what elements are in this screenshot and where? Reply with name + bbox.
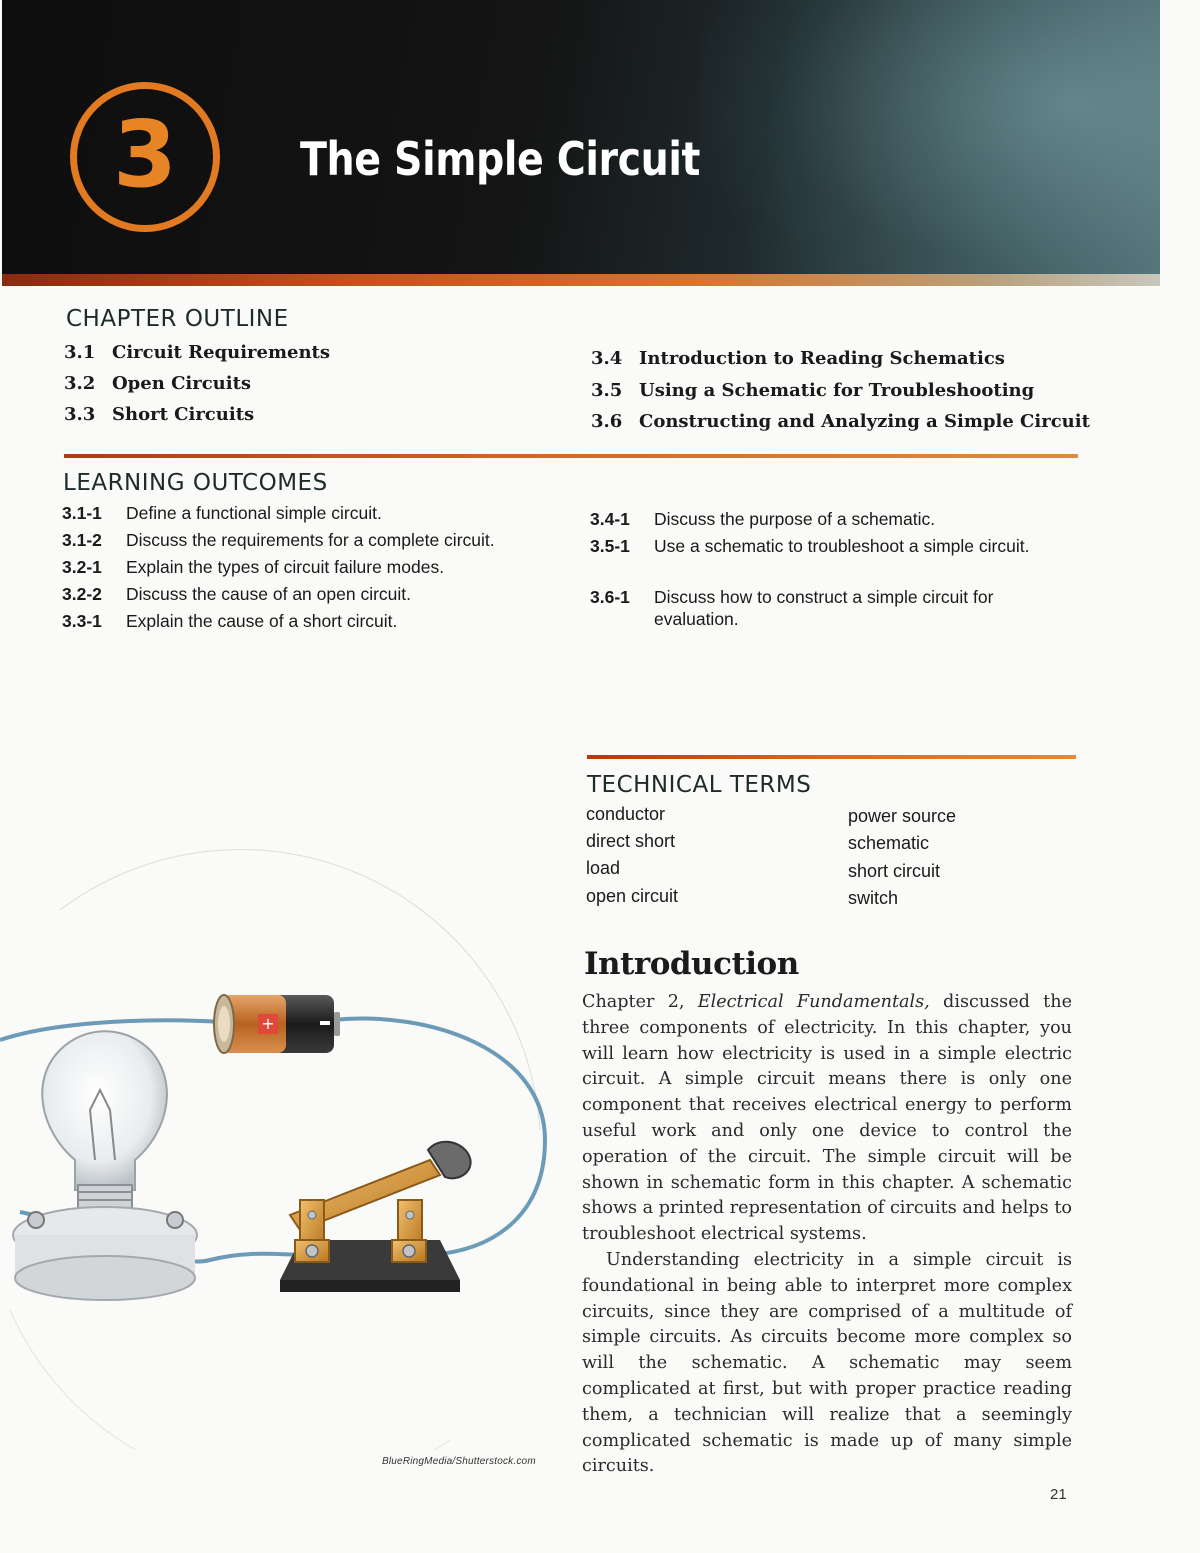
outcome-num: 3.3-1 bbox=[62, 611, 102, 631]
outline-heading: CHAPTER OUTLINE bbox=[66, 306, 289, 332]
term: switch bbox=[848, 888, 899, 908]
outcome-item bbox=[590, 586, 1040, 630]
banner-glow bbox=[700, 0, 1160, 280]
outcome-item bbox=[62, 556, 562, 578]
outcomes-heading: LEARNING OUTCOMES bbox=[63, 470, 328, 496]
outcome-text: Explain the cause of a short circuit. bbox=[126, 611, 398, 631]
outline-item bbox=[64, 373, 251, 394]
image-credit: BlueRingMedia/Shutterstock.com bbox=[382, 1456, 536, 1467]
outcome-item bbox=[590, 508, 1030, 530]
outcome-num: 3.6-1 bbox=[590, 587, 630, 607]
term: direct short bbox=[586, 831, 676, 851]
outline-item bbox=[591, 411, 1090, 432]
outcome-item bbox=[62, 610, 562, 632]
outline-item-title: Using a Schematic for Troubleshooting bbox=[639, 380, 1035, 401]
wire-top-right bbox=[332, 1019, 545, 1256]
simple-circuit-illustration bbox=[0, 830, 560, 1450]
term: short circuit bbox=[848, 861, 941, 881]
banner-stripe bbox=[2, 274, 1160, 286]
introduction-heading: Introduction bbox=[584, 946, 799, 982]
outcome-num: 3.5-1 bbox=[590, 536, 630, 556]
outline-item-num: 3.5 bbox=[591, 380, 623, 401]
outcome-item bbox=[62, 502, 562, 524]
battery-icon bbox=[214, 995, 340, 1053]
outcome-item bbox=[590, 535, 1030, 557]
term: open circuit bbox=[586, 886, 679, 906]
outcome-num: 3.4-1 bbox=[590, 509, 630, 529]
term: power source bbox=[848, 806, 957, 826]
svg-text:+: + bbox=[261, 1014, 275, 1033]
outcome-text: Define a functional simple circuit. bbox=[126, 503, 382, 523]
outline-item-title: Short Circuits bbox=[112, 404, 255, 425]
chapter-title: The Simple Circuit bbox=[300, 132, 700, 186]
outcome-text: Discuss the cause of an open circuit. bbox=[126, 584, 412, 604]
outline-item-title: Constructing and Analyzing a Simple Circuit bbox=[639, 411, 1090, 432]
intro-p1-book-title: Electrical Fundamentals, bbox=[697, 992, 930, 1012]
outline-item-num: 3.2 bbox=[64, 373, 96, 394]
outline-item bbox=[64, 342, 330, 363]
outcome-text: Discuss the requirements for a complete circuit. bbox=[126, 530, 495, 550]
section-divider bbox=[64, 454, 1078, 458]
outline-item-title: Circuit Requirements bbox=[112, 342, 331, 363]
outline-item-num: 3.3 bbox=[64, 404, 96, 425]
terms-divider bbox=[587, 755, 1076, 759]
intro-p1-start: Chapter 2, bbox=[582, 992, 698, 1012]
outcome-text: Explain the types of circuit failure modes. bbox=[126, 557, 445, 577]
page-number: 21 bbox=[1050, 1486, 1067, 1503]
term: schematic bbox=[848, 833, 930, 853]
chapter-number-badge bbox=[70, 82, 220, 232]
terms-heading: TECHNICAL TERMS bbox=[587, 772, 812, 798]
outline-item-num: 3.4 bbox=[591, 348, 623, 369]
outline-item bbox=[64, 404, 254, 425]
circle-outline-lower bbox=[10, 1310, 450, 1450]
outline-item-num: 3.6 bbox=[591, 411, 623, 432]
outcome-num: 3.1-1 bbox=[62, 503, 102, 523]
introduction-paragraph-1 bbox=[582, 990, 1072, 1248]
outcome-num: 3.1-2 bbox=[62, 530, 102, 550]
outcome-text: Use a schematic to troubleshoot a simple circuit. bbox=[654, 536, 1030, 556]
outcome-text: Discuss the purpose of a schematic. bbox=[654, 509, 936, 529]
outline-item-title: Open Circuits bbox=[112, 373, 252, 394]
outcome-item bbox=[62, 583, 562, 605]
term: load bbox=[586, 858, 621, 878]
outcome-num: 3.2-2 bbox=[62, 584, 102, 604]
introduction-paragraph-2: Understanding electricity in a simple circuit is foundational in being able to interpret more complex circuits, since they are comprised of a multitude of simple circuits. As circuits become more complex so will the schematic. A schematic may seem complicated at first, but with proper practice reading them, a technician will realize that a seemingly complicated schematic is made up of many simple circuits. bbox=[582, 1250, 1072, 1477]
knife-switch-icon bbox=[280, 1142, 471, 1292]
outline-item-num: 3.1 bbox=[64, 342, 96, 363]
outline-item-title: Introduction to Reading Schematics bbox=[639, 348, 1005, 369]
outline-item bbox=[591, 380, 1034, 401]
chapter-number: 3 bbox=[112, 101, 177, 208]
outline-item bbox=[591, 348, 1005, 369]
light-bulb-icon bbox=[13, 1031, 197, 1300]
term: conductor bbox=[586, 804, 666, 824]
outcome-num: 3.2-1 bbox=[62, 557, 102, 577]
outcome-text: Discuss how to construct a simple circuit for evaluation. bbox=[654, 587, 994, 629]
intro-p1-rest: discussed the three components of electricity. In this chapter, you will learn how electricity is used in a simple electric circuit. A simple circuit means there is only one component that receives electrical energy to perform useful work and only one device to control the operation of the circuit. The simple circuit will be shown in schematic form in this chapter. A schematic shows a printed representation of circuits and helps to troubleshoot electrical systems. bbox=[582, 992, 1072, 1245]
outcome-item bbox=[62, 529, 562, 551]
